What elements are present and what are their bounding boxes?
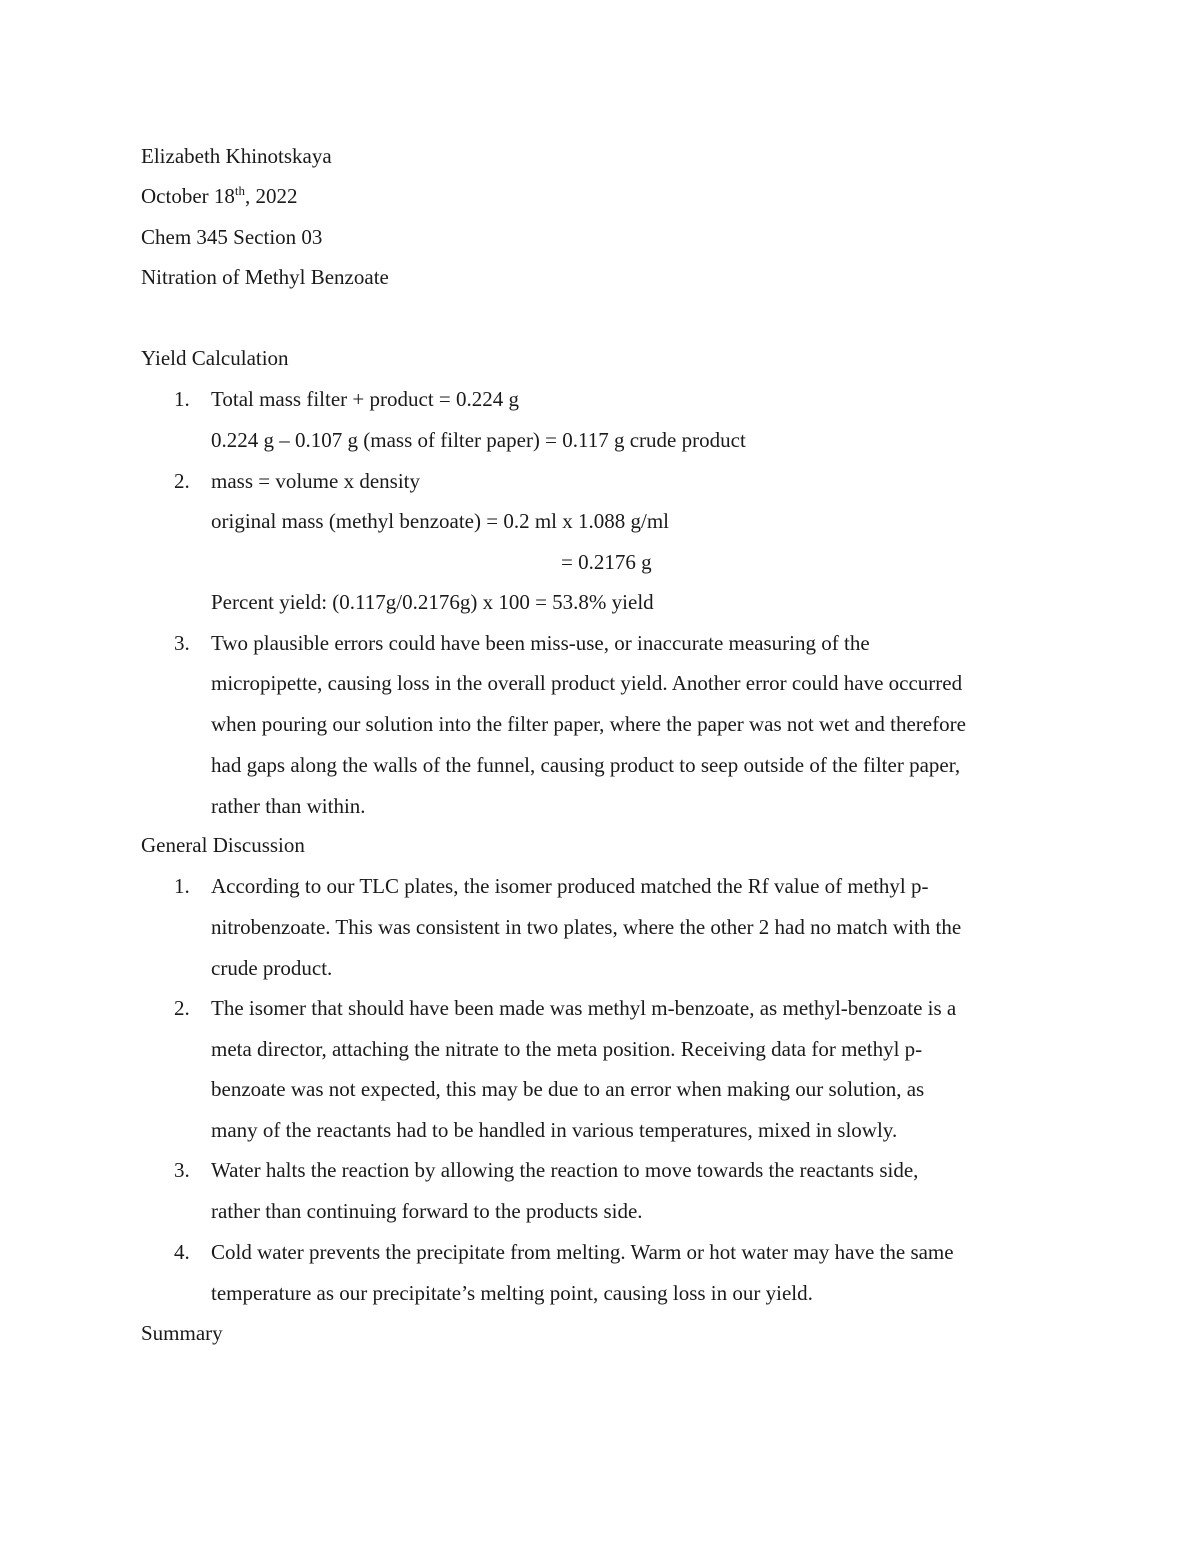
yield-item-3-line: micropipette, causing loss in the overall product yield. Another error could have occurred	[211, 671, 963, 695]
discussion-item-2-line: The isomer that should have been made was methyl m-benzoate, as methyl-benzoate is a	[211, 996, 957, 1020]
yield-item-1-line: 0.224 g – 0.107 g (mass of filter paper) = 0.117 g crude product	[211, 428, 746, 452]
discussion-item-3-line: rather than continuing forward to the products side.	[211, 1199, 643, 1223]
discussion-item-3-line: Water halts the reaction by allowing the reaction to move towards the reactants side,	[211, 1158, 919, 1182]
date-prefix: October 18	[141, 184, 235, 208]
yield-item-1-line: Total mass filter + product = 0.224 g	[211, 387, 519, 411]
discussion-heading: General Discussion	[141, 833, 305, 857]
yield-item-2-line: Percent yield: (0.117g/0.2176g) x 100 = 53.8% yield	[211, 590, 654, 614]
discussion-item-3-number: 3.	[174, 1158, 190, 1182]
discussion-item-1-line: nitrobenzoate. This was consistent in two plates, where the other 2 had no match with the	[211, 915, 962, 939]
discussion-item-1-line: crude product.	[211, 956, 333, 980]
course-info: Chem 345 Section 03	[141, 225, 323, 249]
discussion-item-2-line: many of the reactants had to be handled in various temperatures, mixed in slowly.	[211, 1118, 898, 1142]
yield-item-1-number: 1.	[174, 387, 190, 411]
date-suffix: , 2022	[245, 184, 298, 208]
author-name: Elizabeth Khinotskaya	[141, 144, 332, 168]
document-title: Nitration of Methyl Benzoate	[141, 265, 389, 289]
discussion-item-4-line: temperature as our precipitate’s melting point, causing loss in our yield.	[211, 1281, 813, 1305]
discussion-item-2-line: meta director, attaching the nitrate to the meta position. Receiving data for methyl p-	[211, 1037, 923, 1061]
yield-item-2-line: = 0.2176 g	[561, 550, 652, 574]
yield-item-3-number: 3.	[174, 631, 190, 655]
yield-item-2-line: mass = volume x density	[211, 469, 420, 493]
discussion-item-4-line: Cold water prevents the precipitate from melting. Warm or hot water may have the same	[211, 1240, 954, 1264]
discussion-item-2-number: 2.	[174, 996, 190, 1020]
yield-item-3-line: had gaps along the walls of the funnel, causing product to seep outside of the filter paper,	[211, 753, 961, 777]
yield-heading: Yield Calculation	[141, 346, 289, 370]
yield-item-3-line: when pouring our solution into the filter paper, where the paper was not wet and therefore	[211, 712, 966, 736]
discussion-item-1-number: 1.	[174, 874, 190, 898]
date-superscript: th	[234, 183, 246, 198]
document-date	[141, 176, 298, 216]
discussion-item-2-line: benzoate was not expected, this may be due to an error when making our solution, as	[211, 1077, 925, 1101]
summary-heading: Summary	[141, 1321, 223, 1345]
discussion-item-4-number: 4.	[174, 1240, 190, 1264]
yield-item-3-line: Two plausible errors could have been miss-use, or inaccurate measuring of the	[211, 631, 870, 655]
yield-item-3-line: rather than within.	[211, 794, 366, 818]
discussion-item-1-line: According to our TLC plates, the isomer produced matched the Rf value of methyl p-	[211, 874, 929, 898]
yield-item-2-line: original mass (methyl benzoate) = 0.2 ml x 1.088 g/ml	[211, 509, 670, 533]
yield-item-2-number: 2.	[174, 469, 190, 493]
